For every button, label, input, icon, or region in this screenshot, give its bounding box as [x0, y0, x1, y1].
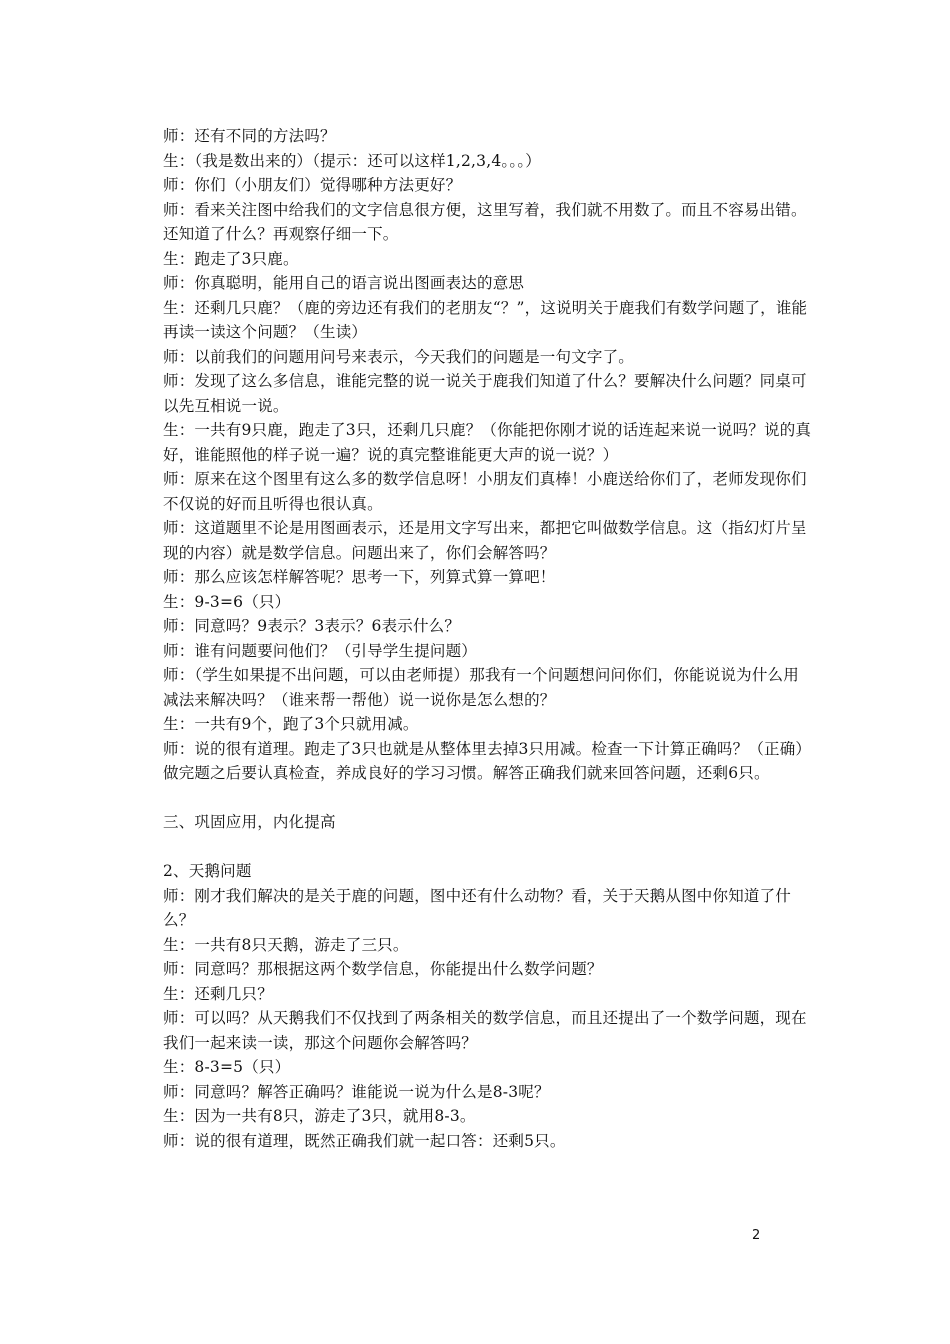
- paragraph: 师：同意吗？9表示？3表示？6表示什么？: [163, 617, 461, 635]
- paragraph: 师：说的很有道理，既然正确我们就一起口答：还剩5只。: [163, 1131, 566, 1150]
- page-number: 2: [752, 1228, 761, 1243]
- paragraph: 师：以前我们的问题用问号来表示，今天我们的问题是一句文字了。: [163, 347, 635, 366]
- subsection-heading: 2、天鹅问题: [163, 862, 252, 880]
- paragraph: 生：跑走了3只鹿。: [163, 249, 299, 268]
- paragraph: 生：还剩几只鹿？（鹿的旁边还有我们的老朋友“？”，这说明关于鹿我们有数学问题了，谁能再读一读这个问题？（生读）: [163, 298, 808, 341]
- blank-line: [163, 786, 813, 811]
- document-body: [163, 124, 813, 1153]
- paragraph: 师：那么应该怎样解答呢？思考一下，列算式算一算吧！: [163, 568, 556, 586]
- paragraph: 师：（学生如果提不出问题，可以由老师提）那我有一个问题想问问你们，你能说说为什么用减法来解决吗？（谁来帮一帮他）说一说你是怎么想的？: [163, 666, 799, 709]
- paragraph: 师：同意吗？解答正确吗？谁能说一说为什么是8-3呢？: [163, 1082, 550, 1101]
- paragraph: 师：说的很有道理。跑走了3只也就是从整体里去掉3只用减。检查一下计算正确吗？（正确）做完题之后要认真检查，养成良好的学习习惯。解答正确我们就来回答问题，还剩6只。: [163, 739, 812, 782]
- paragraph: 师：刚才我们解决的是关于鹿的问题，图中还有什么动物？看，关于天鹅从图中你知道了什么？: [163, 886, 792, 929]
- paragraph: 还知道了什么？再观察仔细一下。: [163, 225, 399, 243]
- paragraph: 生：一共有9只鹿，跑走了3只，还剩几只鹿？（你能把你刚才说的话连起来说一说吗？说的真好，谁能照他的样子说一遍？说的真完整谁能更大声的说一说？）: [163, 421, 812, 464]
- paragraph: 生：8-3=5（只）: [163, 1058, 291, 1076]
- paragraph: 师：看来关注图中给我们的文字信息很方便，这里写着，我们就不用数了。而且不容易出错。: [163, 200, 807, 219]
- blank-line: [163, 835, 813, 860]
- paragraph: 生：因为一共有8只，游走了3只，就用8-3。: [163, 1107, 476, 1125]
- paragraph: 生：一共有8只天鹅，游走了三只。: [163, 935, 409, 954]
- paragraph: 生：还剩几只？: [163, 984, 273, 1003]
- paragraph: 师：还有不同的方法吗？: [163, 127, 336, 145]
- paragraph: 师：你们（小朋友们）觉得哪种方法更好？: [163, 176, 462, 194]
- paragraph: 师：发现了这么多信息，谁能完整的说一说关于鹿我们知道了什么？要解决什么问题？同桌可以先互相说一说。: [163, 372, 807, 415]
- paragraph: 生：（我是数出来的）（提示：还可以这样1,2,3,4。。。）: [163, 151, 541, 170]
- paragraph: 师：可以吗？从天鹅我们不仅找到了两条相关的数学信息，而且还提出了一个数学问题，现在我们一起来读一读，那这个问题你会解答吗？: [163, 1009, 807, 1052]
- section-heading: 三、巩固应用，内化提高: [163, 813, 336, 831]
- paragraph: 生：9-3=6（只）: [163, 592, 291, 611]
- paragraph: 师：同意吗？那根据这两个数学信息，你能提出什么数学问题？: [163, 960, 603, 978]
- paragraph: 师：这道题里不论是用图画表示，还是用文字写出来，都把它叫做数学信息。这（指幻灯片呈现的内容）就是数学信息。问题出来了，你们会解答吗？: [163, 519, 807, 562]
- paragraph: 生：一共有9个，跑了3个只就用减。: [163, 715, 419, 733]
- paragraph: 师：谁有问题要问他们？（引导学生提问题）: [163, 641, 478, 660]
- paragraph: 师：你真聪明，能用自己的语言说出图画表达的意思: [163, 274, 525, 292]
- paragraph: 师：原来在这个图里有这么多的数学信息呀！小朋友们真棒！小鹿送给你们了，老师发现你们不仅说的好而且听得也很认真。: [163, 470, 807, 513]
